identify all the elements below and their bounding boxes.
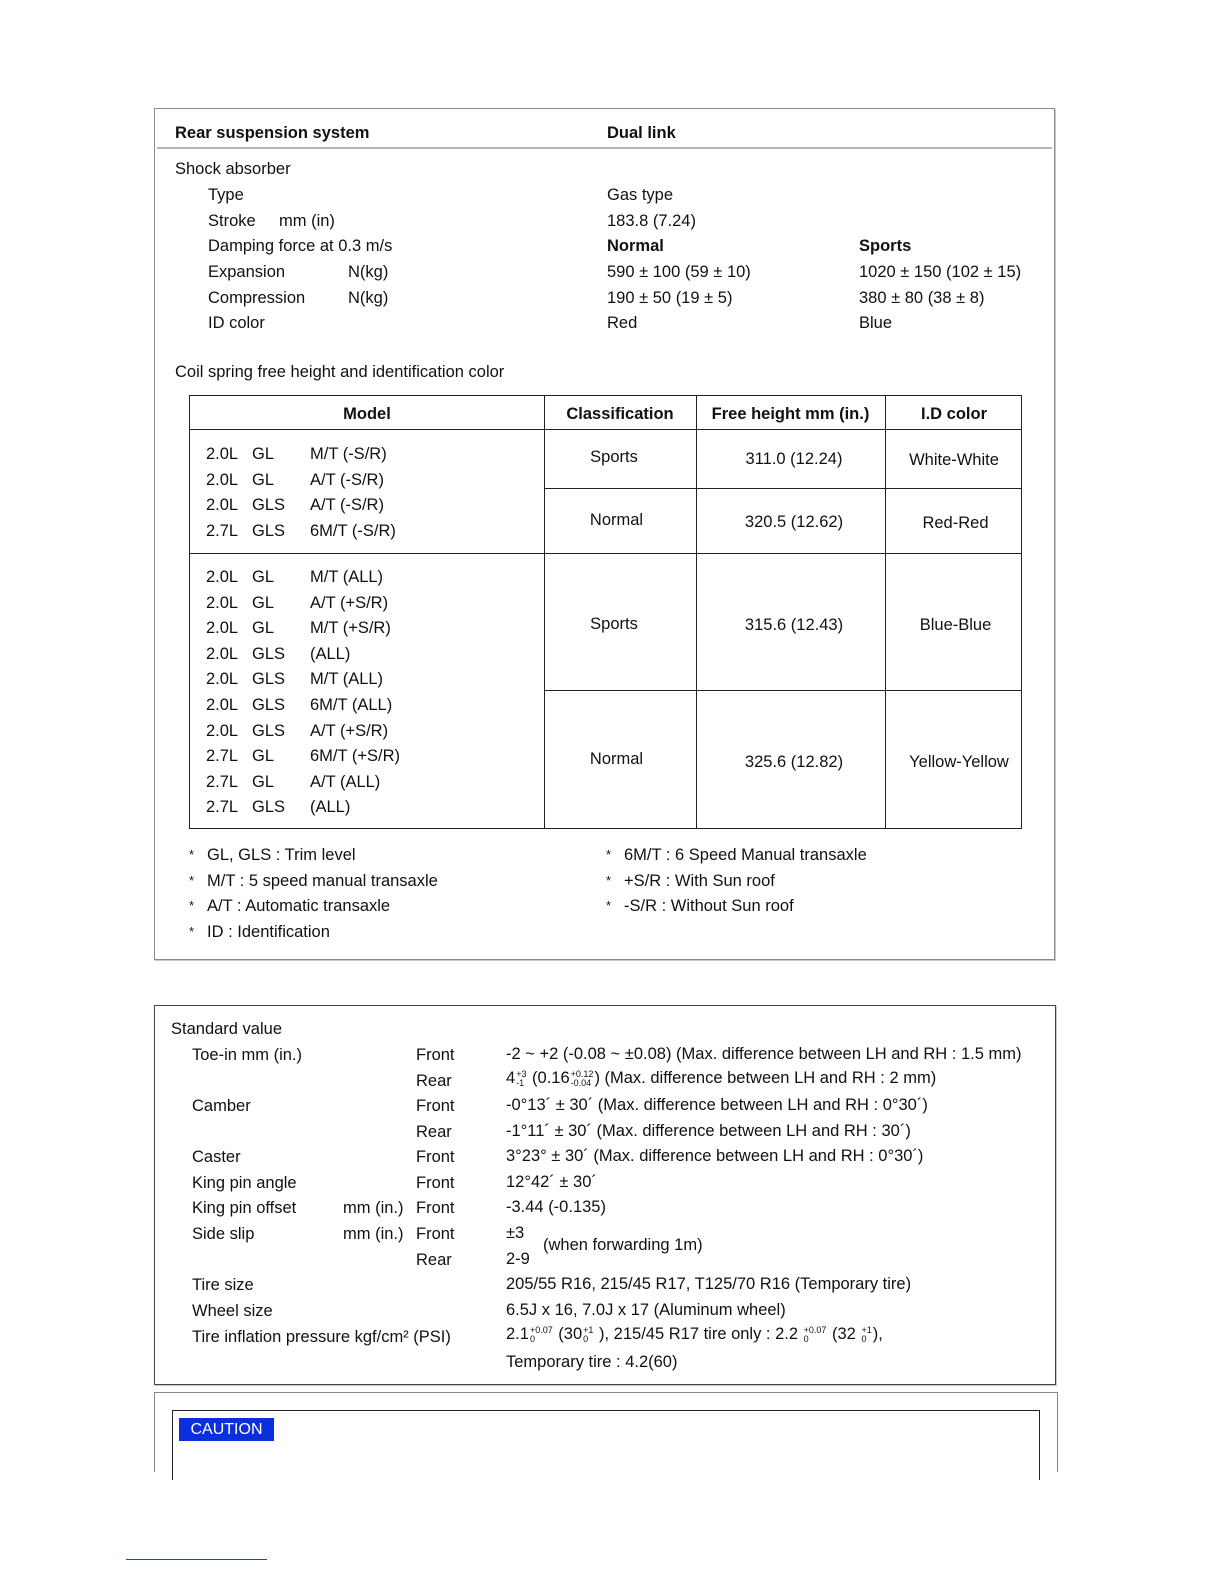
type-value: Gas type	[607, 186, 674, 204]
compression-sports: 380 ± 80 (38 ± 8)	[859, 289, 985, 307]
sideslip-rear-label: Rear	[416, 1251, 452, 1269]
inflation-r17-tolerance	[804, 1326, 827, 1344]
inflation-label: Tire inflation pressure kgf/cm² (PSI)	[192, 1328, 451, 1346]
note-item: GL, GLS : Trim level	[207, 846, 356, 864]
note-bullet: *	[189, 923, 195, 939]
model-engine: 2.0L	[206, 593, 239, 612]
shock-absorber-heading: Shock absorber	[175, 160, 291, 178]
model-trans: A/T (-S/R)	[310, 470, 384, 489]
kingpin-angle-value: 12°42´ ± 30´	[506, 1173, 597, 1191]
toe-rear-base: 4	[506, 1069, 516, 1087]
classification-cell: Normal	[589, 511, 644, 529]
tolerance-lower: -1	[516, 1077, 525, 1088]
idcolor-normal: Red	[607, 314, 638, 332]
note-bullet: *	[189, 847, 195, 862]
tolerance-upper: +1	[583, 1324, 594, 1335]
kingpin-offset-unit: mm (in.)	[343, 1199, 404, 1217]
free-height-cell: 325.6 (12.82)	[744, 753, 844, 771]
caution-inner-frame	[172, 1410, 1040, 1480]
normal-header: Normal	[607, 237, 664, 255]
model-trim: GL	[252, 747, 275, 766]
sideslip-unit: mm (in.)	[343, 1225, 404, 1243]
note-item: A/T : Automatic transaxle	[207, 897, 391, 916]
tolerance-upper: +3	[516, 1068, 527, 1079]
kingpin-offset-value: -3.44 (-0.135)	[506, 1198, 606, 1216]
tolerance-lower: 0	[583, 1333, 589, 1344]
model-engine: 2.0L	[206, 470, 239, 489]
compression-label: Compression	[208, 289, 306, 307]
kingpin-offset-label: King pin offset	[192, 1199, 297, 1217]
model-trans: 6M/T (+S/R)	[310, 747, 401, 766]
toe-front-value: -2 ~ +2 (-0.08 ~ ±0.08) (Max. difference between LH and RH : 1.5 mm)	[506, 1045, 1022, 1063]
model-trim: GL	[252, 568, 275, 586]
sideslip-front-label: Front	[416, 1225, 455, 1243]
camber-label: Camber	[192, 1097, 251, 1115]
model-trim: GLS	[252, 496, 286, 515]
model-engine: 2.0L	[206, 696, 239, 714]
inflation-psi: (30	[553, 1325, 583, 1343]
note-bullet: *	[606, 898, 612, 914]
id-color-cell: Yellow-Yellow	[909, 753, 1009, 771]
model-trans: A/T (ALL)	[310, 772, 381, 791]
model-engine: 2.7L	[206, 798, 239, 817]
model-engine: 2.7L	[206, 772, 239, 791]
free-height-cell: 320.5 (12.62)	[744, 513, 844, 531]
caster-label: Caster	[192, 1148, 241, 1166]
stroke-value: 183.8 (7.24)	[607, 212, 696, 230]
model-trans: M/T (ALL)	[310, 670, 384, 689]
model-engine: 2.0L	[206, 568, 239, 586]
stroke-label: Stroke	[208, 212, 256, 230]
free-height-cell: 311.0 (12.24)	[745, 450, 843, 468]
model-trans: 6M/T (ALL)	[310, 696, 393, 714]
model-trans: (ALL)	[310, 644, 351, 663]
tolerance-upper: +0.07	[529, 1324, 553, 1335]
note-item: 6M/T : 6 Speed Manual transaxle	[624, 846, 867, 864]
sideslip-front-value: ±3	[506, 1224, 525, 1242]
table-divider	[544, 488, 1021, 489]
tolerance-lower: -0.04	[570, 1077, 592, 1088]
header-id-color: I.D color	[920, 405, 987, 423]
tolerance-upper: +0.07	[803, 1324, 827, 1335]
sideslip-rear-value: 2-9	[506, 1250, 530, 1268]
classification-cell: Sports	[590, 448, 638, 466]
model-trim: GL	[252, 772, 275, 791]
model-trans: M/T (ALL)	[310, 568, 384, 586]
expansion-label: Expansion	[208, 263, 286, 281]
tire-size-label: Tire size	[192, 1276, 254, 1294]
model-trim: GL	[252, 445, 275, 463]
inflation-value	[506, 1324, 883, 1344]
model-trim: GL	[252, 619, 275, 638]
note-bullet: *	[189, 872, 195, 888]
temporary-tire-value: Temporary tire : 4.2(60)	[506, 1353, 678, 1371]
model-engine: 2.0L	[206, 644, 239, 663]
classification-cell: Sports	[590, 615, 638, 633]
model-trim: GLS	[252, 644, 286, 663]
toe-rear-value	[506, 1068, 936, 1088]
camber-front-label: Front	[416, 1097, 455, 1115]
model-trim: GLS	[252, 670, 286, 689]
model-engine: 2.0L	[206, 496, 239, 515]
wheel-size-value: 6.5J x 16, 7.0J x 17 (Aluminum wheel)	[506, 1301, 786, 1319]
expansion-unit: N(kg)	[348, 263, 389, 281]
id-color-cell: Blue-Blue	[919, 616, 992, 634]
expansion-sports: 1020 ± 150 (102 ± 15)	[859, 263, 1022, 281]
coil-spring-table	[189, 395, 1022, 829]
caution-panel	[154, 1392, 1058, 1472]
header-model: Model	[343, 405, 391, 423]
sports-header: Sports	[859, 237, 912, 255]
camber-rear-label: Rear	[416, 1123, 452, 1141]
inflation-tail: ),	[872, 1325, 883, 1343]
note-bullet: *	[189, 898, 195, 914]
kingpin-angle-label: King pin angle	[192, 1174, 297, 1192]
model-trans: A/T (-S/R)	[310, 496, 384, 515]
camber-rear-value: -1°11´ ± 30´ (Max. difference between LH and RH : 30´)	[506, 1122, 911, 1140]
model-trim: GLS	[252, 721, 286, 740]
coil-spring-heading: Coil spring free height and identification color	[175, 363, 505, 381]
note-item: ID : Identification	[207, 922, 330, 941]
model-engine: 2.0L	[206, 445, 239, 463]
tolerance-upper: +0.12	[570, 1068, 594, 1079]
tolerance-lower: 0	[529, 1333, 535, 1344]
inflation-r17-psi-tolerance	[861, 1326, 871, 1344]
inflation-base: 2.1	[506, 1325, 529, 1343]
id-color-cell: Red-Red	[922, 514, 989, 532]
expansion-normal: 590 ± 100 (59 ± 10)	[607, 263, 751, 281]
note-bullet: *	[606, 847, 612, 862]
stroke-unit: mm (in)	[279, 212, 335, 230]
header-free-height: Free height mm (in.)	[711, 405, 870, 423]
classification-cell: Normal	[589, 750, 644, 768]
toe-rear-inch: (0.16	[527, 1069, 570, 1087]
toe-in-label: Toe-in mm (in.)	[192, 1046, 303, 1064]
model-trim: GL	[252, 470, 275, 489]
tolerance-lower: 0	[803, 1333, 809, 1344]
inflation-psi-tolerance	[583, 1326, 593, 1344]
rear-suspension-title: Rear suspension system	[175, 124, 370, 142]
inflation-tolerance	[530, 1326, 553, 1344]
toe-rear-inch-tolerance	[571, 1070, 594, 1088]
rear-suspension-type: Dual link	[607, 124, 676, 142]
toe-front-label: Front	[416, 1046, 455, 1064]
model-engine: 2.0L	[206, 721, 239, 740]
toe-rear-tolerance	[516, 1070, 526, 1088]
note-item: -S/R : Without Sun roof	[624, 897, 794, 916]
model-trans: 6M/T (-S/R)	[310, 521, 396, 540]
model-engine: 2.7L	[206, 747, 239, 766]
idcolor-sports: Blue	[859, 314, 893, 332]
model-trans: (ALL)	[310, 798, 351, 817]
damping-label: Damping force at 0.3 m/s	[208, 237, 393, 255]
caster-front-value: 3°23° ± 30´ (Max. difference between LH and RH : 0°30´)	[506, 1147, 924, 1165]
camber-front-value: -0°13´ ± 30´ (Max. difference between LH and RH : 0°30´)	[506, 1096, 928, 1114]
note-item: +S/R : With Sun roof	[624, 871, 775, 890]
table-divider	[544, 690, 1021, 691]
model-trim: GLS	[252, 696, 286, 714]
caster-front-label: Front	[416, 1148, 455, 1166]
model-trans: M/T (-S/R)	[310, 445, 387, 463]
type-label: Type	[208, 186, 244, 204]
model-engine: 2.0L	[206, 619, 239, 638]
tolerance-upper: +1	[861, 1324, 872, 1335]
header-classification: Classification	[566, 405, 674, 423]
toe-rear-label: Rear	[416, 1072, 452, 1090]
tolerance-lower: 0	[861, 1333, 867, 1344]
inflation-r17-psi: (32	[827, 1325, 861, 1343]
model-engine: 2.0L	[206, 670, 239, 689]
note-bullet: *	[606, 872, 612, 888]
model-trans: A/T (+S/R)	[310, 721, 389, 740]
wheel-size-label: Wheel size	[192, 1302, 273, 1320]
caution-badge: CAUTION	[179, 1418, 274, 1441]
footer-link-underline[interactable]	[126, 1559, 267, 1560]
table-divider	[190, 553, 1021, 554]
id-color-cell: White-White	[909, 451, 999, 469]
kingpin-offset-front-label: Front	[416, 1199, 455, 1217]
model-trans: M/T (+S/R)	[310, 619, 391, 638]
sideslip-note: (when forwarding 1m)	[543, 1236, 703, 1254]
sideslip-label: Side slip	[192, 1225, 255, 1243]
standard-value-heading: Standard value	[171, 1020, 282, 1038]
compression-unit: N(kg)	[348, 289, 389, 307]
inflation-r17: ), 215/45 R17 tire only : 2.2	[594, 1325, 803, 1343]
compression-normal: 190 ± 50 (19 ± 5)	[607, 289, 733, 307]
tire-size-value: 205/55 R16, 215/45 R17, T125/70 R16 (Temporary tire)	[506, 1275, 912, 1293]
free-height-cell: 315.6 (12.43)	[744, 616, 844, 634]
model-trim: GL	[252, 593, 275, 612]
toe-rear-tail: ) (Max. difference between LH and RH : 2 mm)	[594, 1069, 937, 1087]
model-engine: 2.7L	[206, 521, 239, 540]
kingpin-angle-front-label: Front	[416, 1174, 455, 1192]
model-trim: GLS	[252, 798, 286, 817]
table-divider	[190, 429, 1021, 430]
model-trans: A/T (+S/R)	[310, 593, 389, 612]
note-item: M/T : 5 speed manual transaxle	[207, 871, 438, 890]
header-divider	[157, 147, 1052, 149]
idcolor-label: ID color	[208, 314, 265, 332]
model-trim: GLS	[252, 521, 286, 540]
